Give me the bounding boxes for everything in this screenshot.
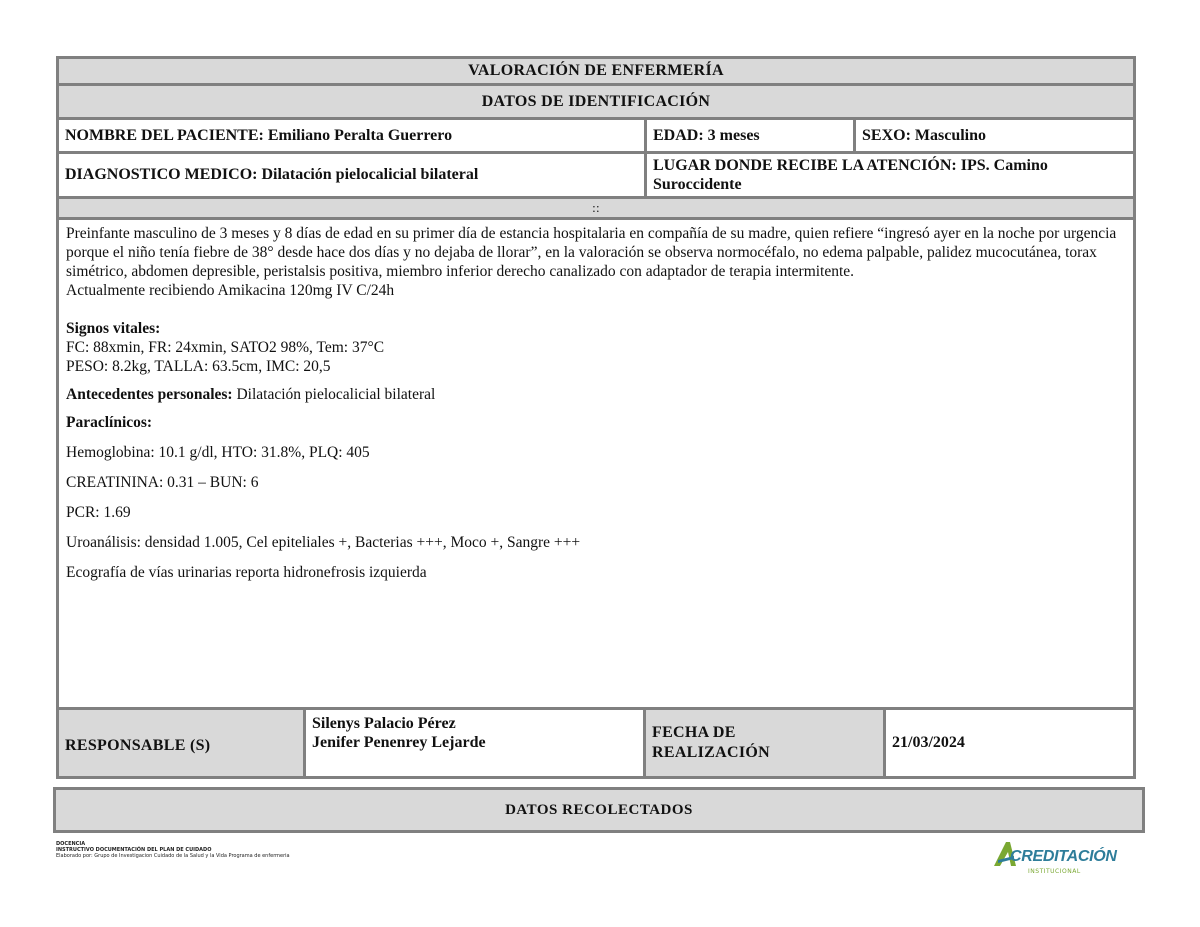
- care-place: LUGAR DONDE RECIBE LA ATENCIÓN: IPS. Camino Suroccidente: [644, 154, 1133, 196]
- vitals-line-1: FC: 88xmin, FR: 24xmin, SATO2 98%, Tem: 37°C: [66, 339, 385, 356]
- vitals-label: Signos vitales:: [66, 320, 161, 337]
- date-label-line-2: REALIZACIÓN: [652, 744, 770, 761]
- accreditation-logo: [992, 838, 1124, 878]
- responsible-label: RESPONSABLE (S): [59, 710, 303, 776]
- collected-data-section: DATOS RECOLECTADOS: [53, 787, 1145, 833]
- assessment-body: [59, 220, 1133, 707]
- patient-sex: SEXO: Masculino: [853, 120, 1133, 151]
- medication-line: Actualmente recibiendo Amikacina 120mg IV C/24h: [66, 282, 395, 299]
- separator-mark: ::: [59, 199, 1133, 217]
- diagnosis-row: [59, 154, 1133, 199]
- assessment-body-row: [59, 220, 1133, 710]
- history-label: Antecedentes personales:: [66, 386, 233, 403]
- vitals-line-2: PESO: 8.2kg, TALLA: 63.5cm, IMC: 20,5: [66, 358, 331, 375]
- history-value: Dilatación pielocalicial bilateral: [232, 386, 436, 403]
- lab-pcr: PCR: 1.69: [66, 504, 131, 521]
- lab-ultrasound: Ecografía de vías urinarias reporta hidronefrosis izquierda: [66, 564, 427, 581]
- lab-hemoglobin: Hemoglobina: 10.1 g/dl, HTO: 31.8%, PLQ: 405: [66, 444, 370, 461]
- form-title: VALORACIÓN DE ENFERMERÍA: [59, 59, 1133, 83]
- lab-urinalysis: Uroanálisis: densidad 1.005, Cel epiteliales +, Bacterias +++, Moco +, Sangre +++: [66, 534, 581, 551]
- assessment-paragraph: Preinfante masculino de 3 meses y 8 días de edad en su primer día de estancia hospitalaria en compañía de su madre, quien refiere “ingresó ayer en la noche por urgencia porque el niño tenía fiebre de 38° desde hace dos días y no dejaba de llorar”, en la valoración se observa normocéfalo, no edema palpable, palidez mucocutánea, torax simétrico, abdomen depresible, peristalsis positiva, miembro inferior derecho canalizado con adaptador de terapia intermitente.: [66, 225, 1117, 280]
- patient-name: NOMBRE DEL PACIENTE: Emiliano Peralta Guerrero: [65, 126, 453, 144]
- medical-diagnosis: DIAGNOSTICO MEDICO: Dilatación pielocalicial bilateral: [65, 166, 479, 183]
- title-row: [59, 59, 1133, 86]
- logo-subtitle: INSTITUCIONAL: [1028, 868, 1081, 875]
- separator-row: [59, 199, 1133, 220]
- footer-line-1: DOCENCIA: [56, 841, 86, 847]
- date-label: [643, 710, 883, 776]
- footer: [56, 841, 290, 859]
- footer-line-3: Elaborado por: Grupo de Investigacion Cuidado de la Salud y la Vida Programa de enfermeria: [56, 853, 290, 859]
- date-label-line-1: FECHA DE: [652, 724, 736, 741]
- logo-text: CREDITACIÓN: [1010, 848, 1117, 865]
- responsible-name-2: Jenifer Penenrey Lejarde: [312, 734, 486, 751]
- patient-age: EDAD: 3 meses: [644, 120, 853, 151]
- responsible-row: [59, 710, 1133, 776]
- lab-creatinine: CREATININA: 0.31 – BUN: 6: [66, 474, 259, 491]
- patient-row: [59, 120, 1133, 154]
- labs-label: Paraclínicos:: [66, 414, 153, 431]
- identification-section-title: DATOS DE IDENTIFICACIÓN: [59, 86, 1133, 117]
- nursing-assessment-form: [56, 56, 1136, 779]
- date-value: 21/03/2024: [883, 710, 1133, 776]
- responsible-name-1: Silenys Palacio Pérez: [312, 715, 456, 732]
- footer-line-2: INSTRUCTIVO DOCUMENTACIÓN DEL PLAN DE CUIDADO: [56, 847, 212, 853]
- responsible-names: [303, 710, 643, 776]
- identification-row: [59, 86, 1133, 120]
- history-line: [66, 385, 435, 404]
